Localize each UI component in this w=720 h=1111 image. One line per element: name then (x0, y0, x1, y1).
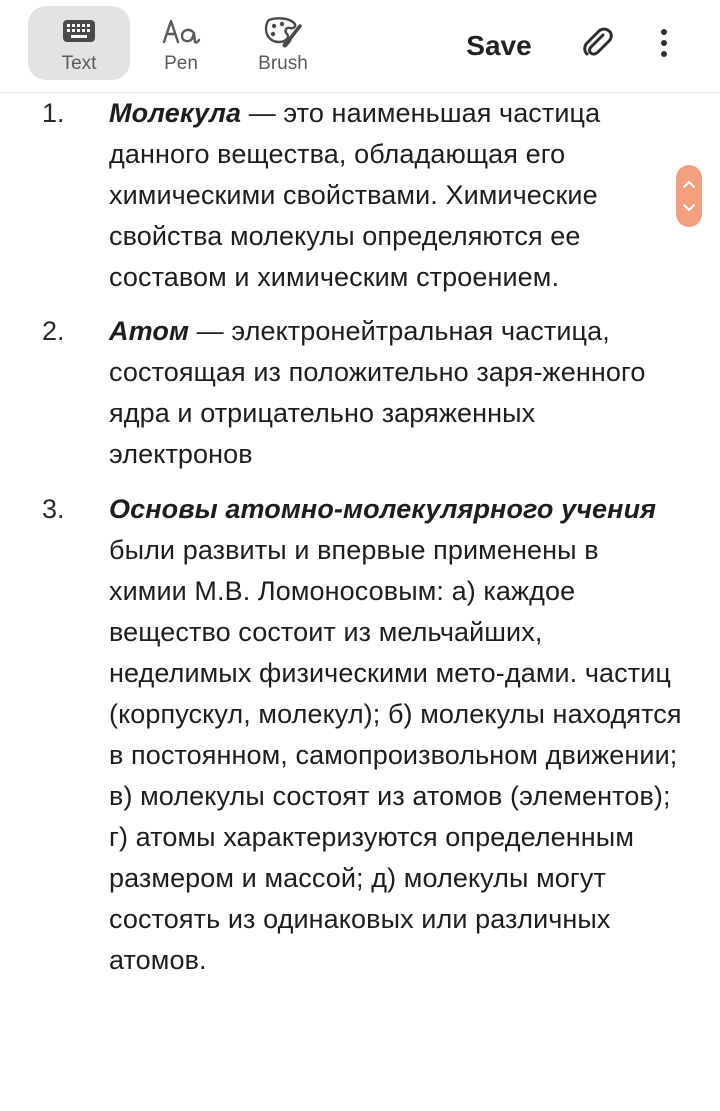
keyboard-icon (62, 16, 96, 48)
attach-button[interactable] (574, 22, 620, 68)
list-item-number: 2. (42, 316, 65, 346)
list-item-text[interactable] (109, 93, 684, 298)
chevron-down-icon (683, 199, 695, 217)
list-item-number: 3. (42, 494, 65, 524)
list-item-term: Атом (109, 316, 190, 346)
list-item-term: Основы атомно-молекулярного учения (109, 494, 657, 524)
pen-mode-label: Pen (164, 53, 198, 74)
palette-brush-icon (263, 16, 303, 48)
scroll-handle[interactable] (676, 165, 702, 227)
list-item-body: — это наименьшая частица данного вещества, обладающая его химическими свойствами. Химические свойства молекулы определяются ее составом и химическим строением. (109, 98, 601, 292)
note-editor[interactable] (0, 93, 720, 1111)
handwriting-icon (161, 16, 201, 48)
more-options-button[interactable] (644, 22, 684, 68)
more-vertical-icon (659, 27, 669, 64)
list-item-number: 1. (42, 98, 65, 128)
chevron-up-icon (683, 175, 695, 193)
save-button[interactable]: Save (466, 30, 532, 61)
pen-mode-button[interactable] (130, 6, 232, 80)
brush-mode-label: Brush (258, 53, 308, 74)
list-item-text[interactable] (109, 489, 684, 981)
paperclip-icon (579, 25, 615, 66)
list-item-body: — электронейтральная частица, состоящая из положительно заря-женного ядра и отрицательно заряженных электронов (109, 316, 646, 469)
brush-mode-button[interactable] (232, 6, 334, 80)
list-item-body: были развиты и впервые применены в химии М.В. Ломоносовым: а) каждое вещество состоит из мельчайших, неделимых физическими мето-дами. частиц (корпускул, молекул); б) молекулы находятся в постоянном, самопроизвольном движении; в) молекулы состоят из атомов (элементов); г) атомы характеризуются определенным размером и массой; д) молекулы могут состоять из одинаковых или различных атомов. (109, 535, 682, 975)
text-mode-label: Text (61, 53, 97, 74)
list-item-term: Молекула (109, 98, 242, 128)
text-mode-button[interactable] (28, 6, 130, 80)
editor-toolbar (0, 0, 720, 93)
list-item-text[interactable] (109, 311, 684, 475)
